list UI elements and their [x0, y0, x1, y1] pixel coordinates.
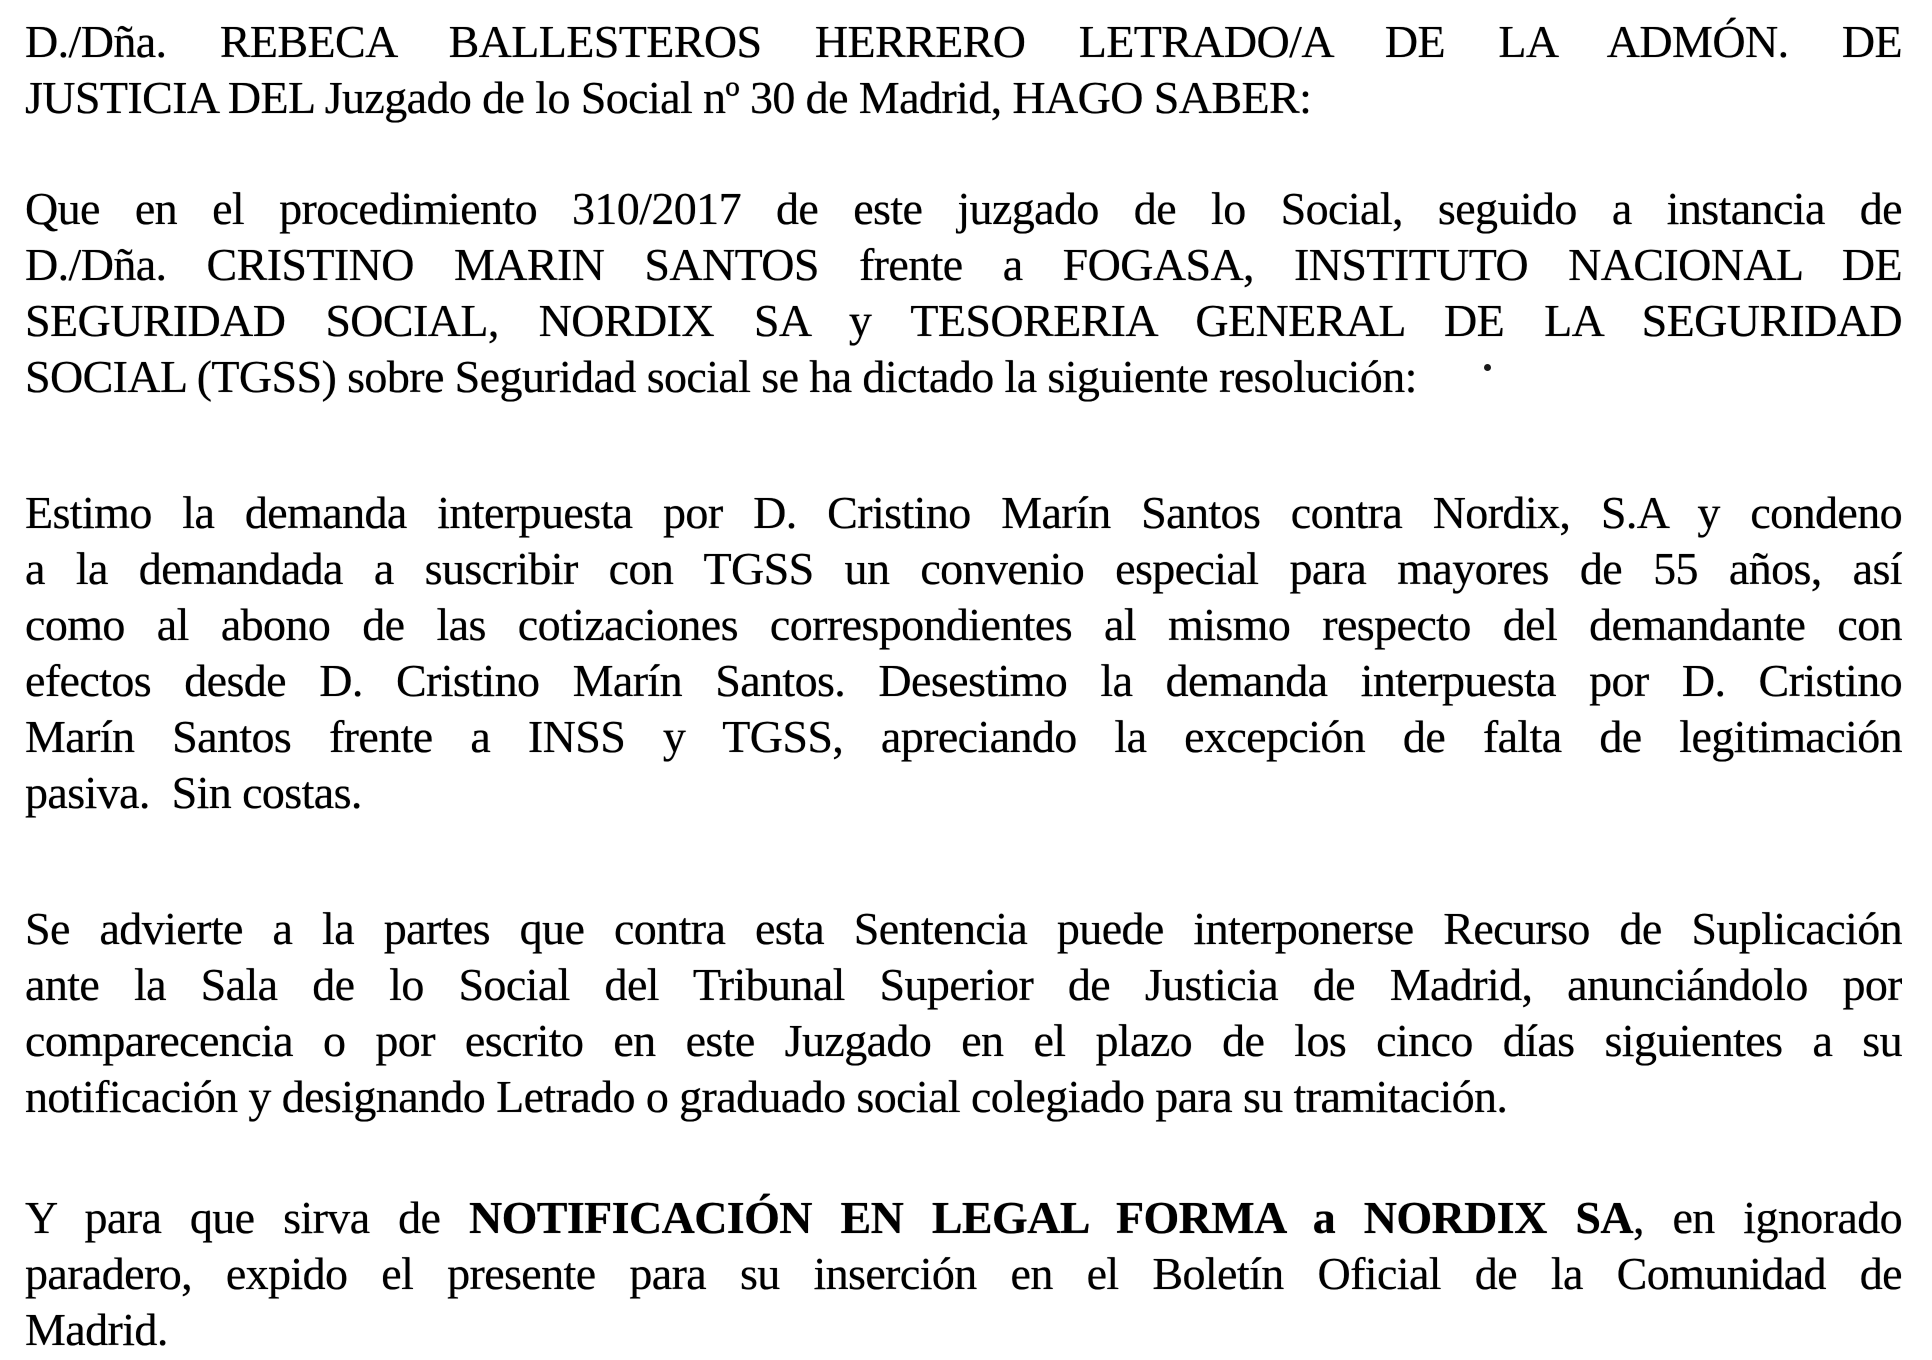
text-line: Madrid. — [25, 1304, 168, 1355]
text-line: comparecencia o por escrito en este Juzgado en el plazo de los cinco días siguientes a su — [25, 1015, 1902, 1066]
text-line: Se advierte a la partes que contra esta Sentencia puede interponerse Recurso de Suplicación — [25, 903, 1902, 954]
text-line: Marín Santos frente a INSS y TGSS, apreciando la excepción de falta de legitimación — [25, 711, 1902, 762]
text-line: paradero, expido el presente para su inserción en el Boletín Oficial de la Comunidad de — [25, 1248, 1902, 1299]
paragraph-closing — [25, 1190, 1902, 1358]
text-line — [25, 1190, 1902, 1246]
text-line: ante la Sala de lo Social del Tribunal Superior de Justicia de Madrid, anunciándolo por — [25, 959, 1902, 1010]
paragraph-header — [25, 14, 1902, 126]
paragraph-appeal-notice — [25, 901, 1902, 1125]
closing-suffix: , en ignorado — [1632, 1192, 1902, 1243]
notification-bold-text: NOTIFICACIÓN EN LEGAL FORMA a NORDIX SA — [468, 1192, 1633, 1243]
text-line: efectos desde D. Cristino Marín Santos. Desestimo la demanda interpuesta por D. Cristino — [25, 655, 1902, 706]
text-line: Estimo la demanda interpuesta por D. Cristino Marín Santos contra Nordix, S.A y condeno — [25, 487, 1902, 538]
text-line: JUSTICIA DEL Juzgado de lo Social nº 30 de Madrid, HAGO SABER: — [25, 72, 1312, 123]
text-line: D./Dña. REBECA BALLESTEROS HERRERO LETRADO/A DE LA ADMÓN. DE — [25, 16, 1902, 67]
closing-prefix: Y para que sirva de — [25, 1192, 469, 1243]
text-line: a la demandada a suscribir con TGSS un convenio especial para mayores de 55 años, así — [25, 543, 1902, 594]
text-line: como al abono de las cotizaciones correspondientes al mismo respecto del demandante con — [25, 599, 1902, 650]
text-line: SOCIAL (TGSS) sobre Seguridad social se ha dictado la siguiente resolución: — [25, 351, 1417, 402]
paragraph-procedure — [25, 181, 1902, 405]
text-line: Que en el procedimiento 310/2017 de este juzgado de lo Social, seguido a instancia de — [25, 183, 1902, 234]
text-line: notificación y designando Letrado o graduado social colegiado para su tramitación. — [25, 1071, 1508, 1122]
text-line: SEGURIDAD SOCIAL, NORDIX SA y TESORERIA GENERAL DE LA SEGURIDAD — [25, 295, 1902, 346]
text-line: pasiva. Sin costas. — [25, 767, 362, 818]
paragraph-ruling — [25, 485, 1902, 821]
text-line: D./Dña. CRISTINO MARIN SANTOS frente a FOGASA, INSTITUTO NACIONAL DE — [25, 239, 1902, 290]
scan-artifact-dot — [1484, 364, 1491, 371]
